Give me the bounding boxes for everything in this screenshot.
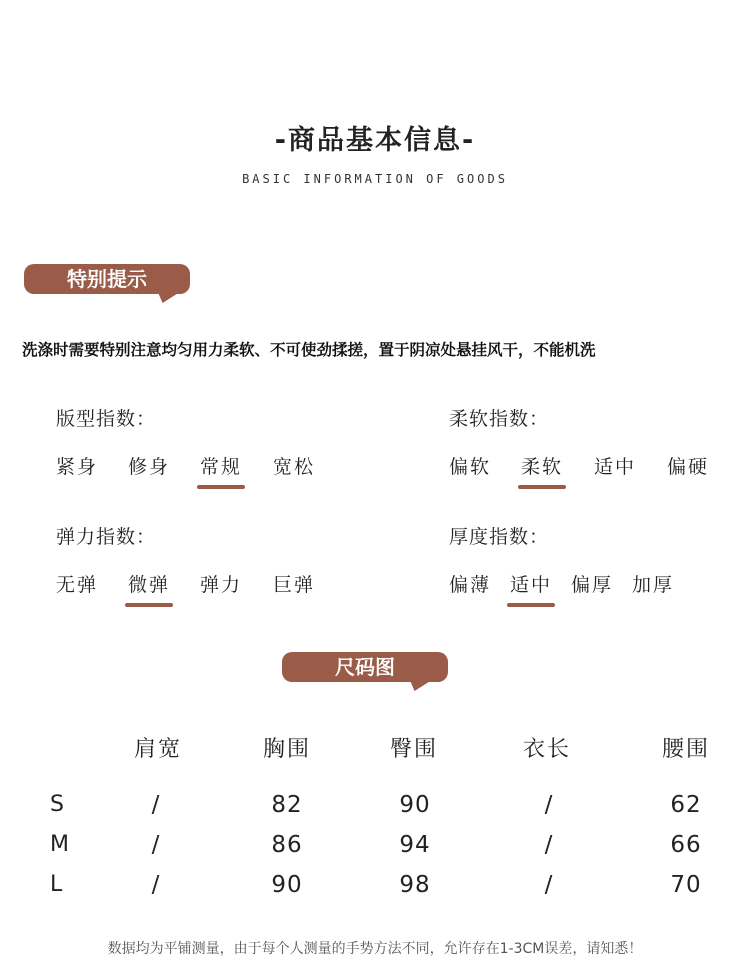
page-title: -商品基本信息-: [274, 125, 476, 156]
elasticity-option-3: 弹力: [200, 574, 243, 596]
fit-option-1: 紧身: [56, 456, 99, 478]
elasticity-option-2-selected: 微弹: [128, 570, 170, 597]
table-cell: /: [151, 792, 161, 818]
column-header-waist: 腰围: [661, 737, 710, 762]
column-header-chest: 胸围: [262, 737, 311, 762]
thickness-option-4: 加厚: [632, 574, 675, 596]
table-cell: 70: [670, 872, 702, 898]
column-header-length: 衣长: [522, 737, 571, 762]
softness-option-1: 偏软: [449, 456, 492, 478]
elasticity-index-label: 弹力指数：: [56, 526, 157, 548]
special-notice-banner: [24, 264, 190, 294]
table-cell: /: [544, 832, 554, 858]
size-label-s: S: [50, 792, 64, 817]
thickness-option-1: 偏薄: [449, 574, 492, 596]
thickness-option-3: 偏厚: [571, 574, 614, 596]
table-cell: /: [544, 872, 554, 898]
fit-index-label: 版型指数：: [56, 408, 157, 430]
measurement-note: 数据均为平铺测量，由于每个人测量的手势方法不同，允许存在1-3CM误差，请知悉！: [107, 941, 643, 957]
page-subtitle: BASIC INFORMATION OF GOODS: [242, 172, 508, 186]
banner-tail-icon: [151, 291, 182, 303]
size-chart-label: 尺码图: [335, 655, 395, 679]
table-cell: 82: [271, 792, 303, 818]
softness-option-3: 适中: [594, 456, 637, 478]
table-cell: 66: [670, 832, 702, 858]
table-cell: 90: [399, 792, 431, 818]
softness-index-label: 柔软指数：: [449, 408, 550, 430]
table-cell: 62: [670, 792, 702, 818]
elasticity-option-4: 巨弹: [273, 574, 316, 596]
size-label-l: L: [50, 872, 63, 897]
table-cell: /: [151, 832, 161, 858]
table-cell: 90: [271, 872, 303, 898]
special-notice-label: 特别提示: [67, 267, 147, 291]
table-cell: 94: [399, 832, 431, 858]
column-header-hip: 臀围: [389, 737, 438, 762]
column-header-shoulder: 肩宽: [133, 737, 182, 762]
size-label-m: M: [50, 832, 69, 857]
table-cell: /: [151, 872, 161, 898]
size-chart-banner: [282, 652, 448, 682]
elasticity-option-1: 无弹: [56, 574, 99, 596]
care-instructions: 洗涤时需要特别注意均匀用力柔软、不可使劲揉搓，置于阴凉处悬挂风干，不能机洗: [22, 341, 596, 359]
banner-tail-icon: [403, 679, 434, 691]
thickness-option-2-selected: 适中: [510, 570, 552, 597]
table-cell: 86: [271, 832, 303, 858]
fit-option-4: 宽松: [273, 456, 316, 478]
fit-option-2: 修身: [128, 456, 171, 478]
softness-option-2-selected: 柔软: [521, 452, 563, 479]
table-cell: 98: [399, 872, 431, 898]
fit-option-3-selected: 常规: [200, 452, 242, 479]
thickness-index-label: 厚度指数：: [449, 526, 550, 548]
softness-option-4: 偏硬: [667, 456, 710, 478]
table-cell: /: [544, 792, 554, 818]
